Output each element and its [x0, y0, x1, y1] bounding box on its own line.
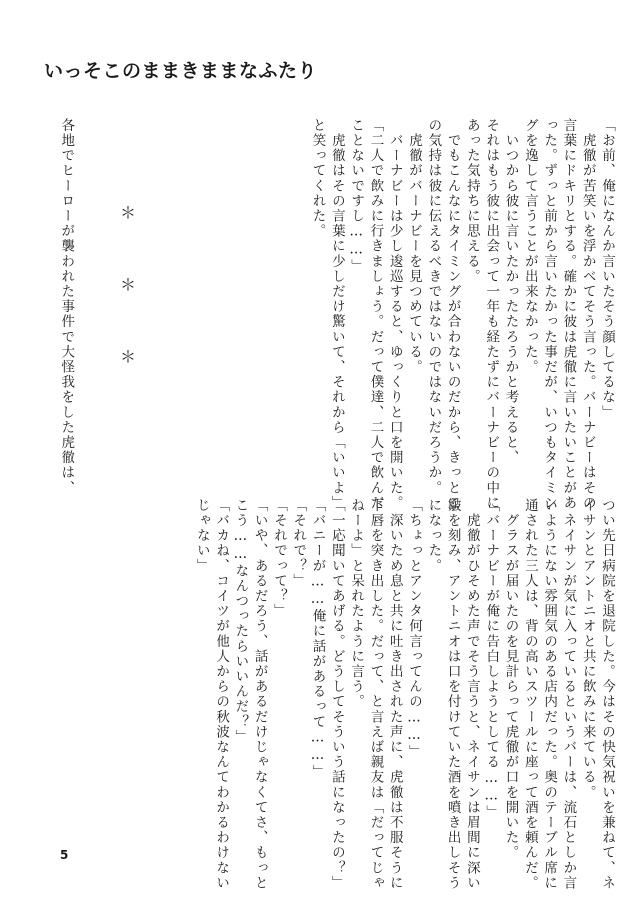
text-line: 「バニーが……俺に話があるって……」: [309, 498, 326, 780]
text-line: の気持は彼に伝えるべきではないのではないだろうか。: [425, 118, 442, 496]
text-line: イサンとアントニオと共に飲みに来ている。: [579, 498, 596, 800]
scene-break: [116, 205, 140, 365]
text-line: 「バーナビーが俺に告白しようとしてる……」: [483, 498, 500, 821]
text-line: ねーよ」と呆れたように言う。: [348, 498, 365, 710]
text-line: ネイサンが気に入っているというバーは、流石としか言: [560, 498, 577, 891]
text-line: った。ずっと前から言いたかった事だが、いつもタイミン: [541, 118, 558, 511]
text-line: 「ちょっとアンタ何言ってんの……」: [406, 498, 423, 760]
chapter-title: いっそこのままきままなふたり: [44, 60, 318, 82]
text-line: 「バカね、コイツが他人からの秋波なんてわかるわけない: [213, 498, 230, 891]
page-number: 5: [60, 848, 69, 862]
text-line: 「二人で飲みに行きましょう。だって僕達、二人で飲んだ: [367, 118, 384, 511]
text-line: じゃない」: [193, 498, 210, 574]
text-line: つい先日病院を退院した。今はその快気祝いを兼ねて、ネ: [599, 498, 615, 891]
continuation-text-block: [56, 118, 75, 496]
text-line: ことないですし……」: [348, 118, 365, 274]
text-line: いつから彼に言いたかったたろうかと考えると、: [502, 118, 519, 466]
scene-break-asterisk: ＊: [119, 203, 136, 222]
text-line: 虎徹はその言葉に少しだけ驚いて、それから「いいよ」: [328, 118, 345, 511]
text-line: 通された三人は、背の高いスツールに座って酒を頼んだ。: [521, 498, 538, 891]
lower-text-block: [191, 498, 616, 891]
text-line: になった。: [425, 498, 442, 574]
text-line: いようにない雰囲気のある店内だった。奥のテーブル席に: [541, 498, 558, 891]
text-line: こう……なんつったらいいんだ？」: [232, 498, 249, 745]
text-line: と笑ってくれた。: [309, 118, 326, 239]
text-line: 各地でヒーローが襲われた事件で大怪我をした虎徹は、: [58, 118, 75, 496]
text-line: 「お前、俺になんか言いたそう顔してるな」: [599, 118, 615, 420]
text-line: 「いや、あるだろう、話があるだけじゃなくてさ、もっと: [251, 498, 268, 891]
text-line: 深いため息と共に吐き出された声に、虎徹は不服そうに: [386, 498, 403, 891]
text-line: 下唇を突き出した。だって、と言えば親友は「だってじゃ: [367, 498, 384, 891]
upper-text-block: [307, 118, 616, 511]
text-line: 虎徹がひそめた声でそう言うと、ネイサンは眉間に深い: [463, 498, 480, 891]
text-line: 「一応聞いてあげる。どうしてそういう話になったの？」: [328, 498, 345, 891]
text-line: グを逸して言うことが出来なかった。: [521, 118, 538, 375]
text-line: バーナビーは少し逡巡すると、ゆっくりと口を開いた。: [386, 118, 403, 511]
scene-break-asterisk: ＊: [119, 347, 136, 366]
text-line: グラスが届いたのを見計らって虎徹が口を開いた。: [502, 498, 519, 861]
scene-break-asterisk: ＊: [119, 275, 136, 294]
text-line: でもこんなにタイミングが合わないのだから、きっとこ: [444, 118, 461, 511]
text-line: あった気持ちに思える。: [463, 118, 480, 285]
text-line: 虎徹が苦笑いを浮かべてそう言った。バーナビーはその: [579, 118, 596, 511]
text-line: 皺を刻み、アントニオは口を付けていた酒を噴き出しそう: [444, 498, 461, 891]
text-line: 虎徹がバーナビーを見つめている。: [406, 118, 423, 375]
text-line: 「それで？」: [290, 498, 307, 589]
text-line: 言葉にドキリとする。確かに彼は虎徹に言いたいことがあ: [560, 118, 577, 511]
text-line: それはもう彼に出会って一年も経たずにバーナビーの中に: [483, 118, 500, 511]
text-line: 「それでって？」: [270, 498, 287, 619]
